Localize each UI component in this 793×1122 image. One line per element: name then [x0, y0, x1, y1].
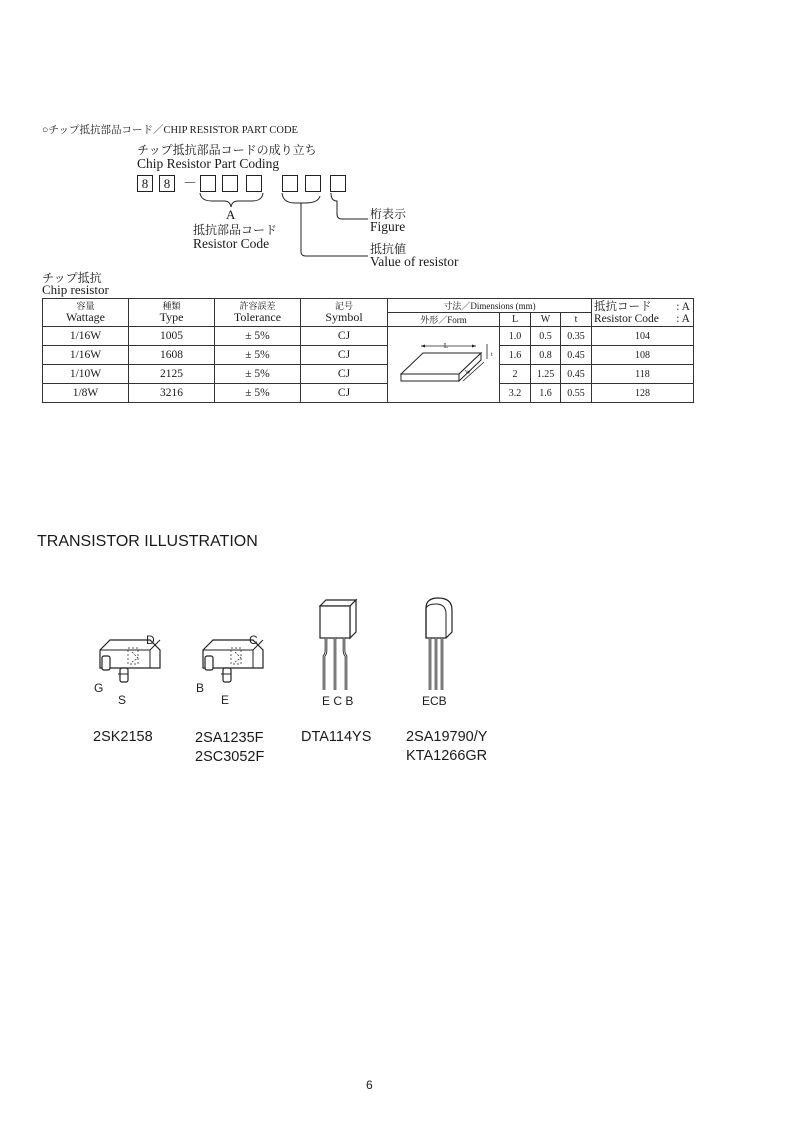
cell-l: 1.6 [500, 346, 531, 365]
cell-wattage: 1/8W [43, 384, 129, 403]
part-name: DTA114YS [301, 729, 372, 745]
cell-tolerance: ± 5% [215, 384, 301, 403]
chip-form-diagram [391, 329, 497, 395]
cell-t: 0.45 [561, 365, 592, 384]
cell-tolerance: ± 5% [215, 346, 301, 365]
header-type: 種類 Type [129, 299, 215, 327]
part-name-alt: KTA1266GR [406, 748, 488, 764]
cell-type: 2125 [129, 365, 215, 384]
header-wattage: 容量 Wattage [43, 299, 129, 327]
header-tolerance: 許容誤差 Tolerance [215, 299, 301, 327]
pin-label-top: D [146, 633, 155, 647]
chip-resistor-table [42, 298, 694, 403]
value-label-en: Value of resistor [370, 254, 459, 269]
part-name-alt: 2SC3052F [195, 749, 265, 765]
cell-t: 0.35 [561, 327, 592, 346]
header-l: L [500, 313, 531, 327]
pin-labels: E C B [322, 694, 354, 708]
diagram-l-label: L [443, 342, 448, 350]
header-t: t [561, 313, 592, 327]
pin-label-left: G [94, 681, 104, 695]
table-row [43, 365, 694, 384]
section-title: ○チップ抵抗部品コード／CHIP RESISTOR PART CODE [42, 125, 298, 136]
figure-label-jp: 桁表示 [370, 207, 407, 221]
page-number: 6 [366, 1078, 373, 1092]
smd-transistor-illustration [193, 628, 273, 708]
cell-wattage: 1/10W [43, 365, 129, 384]
cell-l: 1.0 [500, 327, 531, 346]
cell-tolerance: ± 5% [215, 327, 301, 346]
coding-title-en: Chip Resistor Part Coding [137, 156, 280, 171]
cell-w: 1.6 [531, 384, 561, 403]
table-header-row [43, 299, 694, 313]
cell-symbol: CJ [301, 346, 388, 365]
chip-resistor-title-jp: チップ抵抗 [42, 271, 102, 285]
resistor-code-jp: 抵抗部品コード [193, 223, 278, 237]
chip-resistor-title-en: Chip resistor [42, 282, 109, 297]
part-name: 2SA19790/Y [406, 729, 488, 745]
through-hole-transistor-illustration [312, 598, 372, 708]
cell-code: 108 [592, 346, 694, 365]
pin-label-bottom: S [118, 693, 127, 707]
pin-label-bottom: E [221, 693, 230, 707]
pin-labels: ECB [422, 694, 447, 708]
cell-symbol: CJ [301, 327, 388, 346]
figure-label-en: Figure [370, 219, 406, 234]
transistor-section-title: TRANSISTOR ILLUSTRATION [37, 533, 258, 550]
cell-wattage: 1/16W [43, 346, 129, 365]
part-name: 2SK2158 [93, 729, 153, 745]
through-hole-transistor-illustration [412, 596, 472, 706]
cell-type: 3216 [129, 384, 215, 403]
cell-l: 3.2 [500, 384, 531, 403]
cell-symbol: CJ [301, 365, 388, 384]
cell-wattage: 1/16W [43, 327, 129, 346]
cell-type: 1005 [129, 327, 215, 346]
cell-w: 0.5 [531, 327, 561, 346]
pin-label-left: B [196, 681, 205, 695]
part-name: 2SA1235F [195, 730, 264, 746]
cell-symbol: CJ [301, 384, 388, 403]
pin-label-top: C [249, 633, 258, 647]
prefix-digit-box: 8 [137, 175, 153, 192]
header-symbol: 記号 Symbol [301, 299, 388, 327]
label-a: A [226, 207, 236, 222]
header-resistor-code: 抵抗コード : A Resistor Code : A [592, 299, 694, 327]
header-w: W [531, 313, 561, 327]
cell-tolerance: ± 5% [215, 365, 301, 384]
header-dimensions: 寸法／Dimensions (mm) [388, 299, 592, 313]
table-row [43, 384, 694, 403]
coding-title-jp: チップ抵抗部品コードの成り立ち [137, 143, 317, 157]
table-row [43, 327, 694, 346]
table-row [43, 346, 694, 365]
cell-code: 118 [592, 365, 694, 384]
cell-l: 2 [500, 365, 531, 384]
cell-t: 0.45 [561, 346, 592, 365]
cell-w: 0.8 [531, 346, 561, 365]
diagram-t-label: t [490, 352, 493, 358]
cell-w: 1.25 [531, 365, 561, 384]
cell-code: 128 [592, 384, 694, 403]
prefix-digit-box: 8 [159, 175, 175, 192]
header-form: 外形／Form [388, 313, 500, 327]
form-diagram-cell [388, 327, 500, 403]
resistor-code-en: Resistor Code [193, 236, 270, 251]
code-dash: － [183, 177, 197, 192]
cell-t: 0.55 [561, 384, 592, 403]
smd-transistor-illustration [90, 628, 170, 708]
cell-code: 104 [592, 327, 694, 346]
cell-type: 1608 [129, 346, 215, 365]
diagram-w-label: W [464, 370, 471, 376]
value-label-jp: 抵抗値 [370, 242, 407, 256]
